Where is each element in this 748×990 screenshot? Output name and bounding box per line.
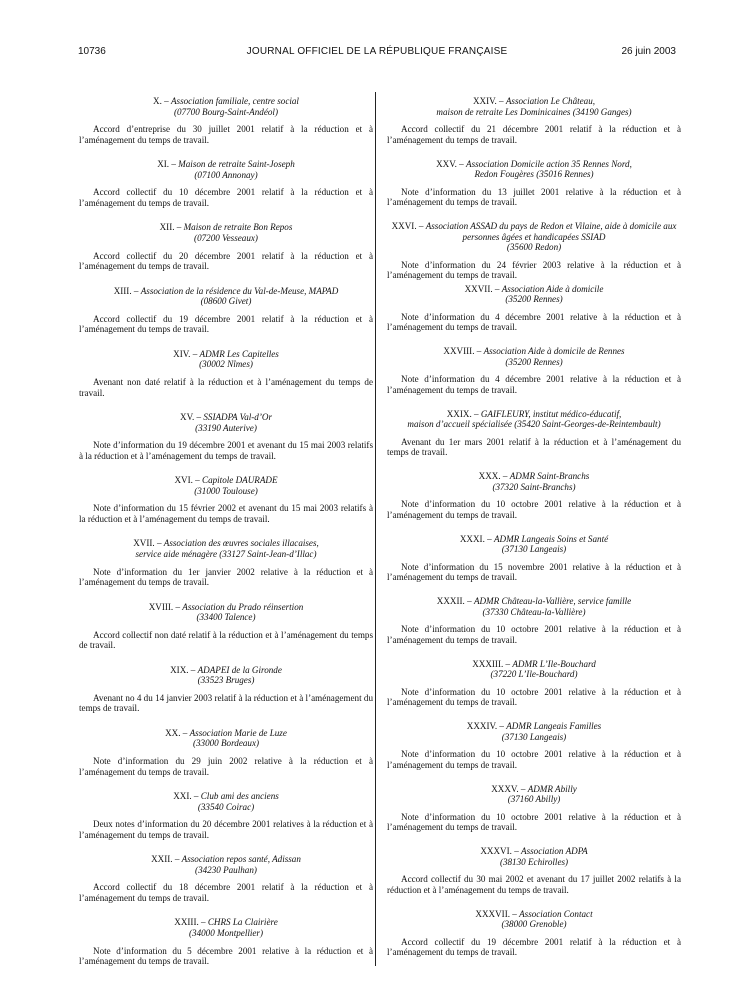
entry-heading: [387, 346, 681, 367]
entry-organization: Association Marie de Luze: [189, 727, 287, 738]
entry-text: Note d’information du 5 décembre 2001 relative à la réduction et à l’aménagement du temps de travail.: [79, 945, 373, 967]
entry-text: Note d’information du 10 octobre 2001 relative à la réduction et à l’aménagement du temps de travail.: [387, 686, 681, 708]
entry-organization: ADMR Saint-Branchs: [509, 471, 590, 481]
entry-text: Accord collectif non daté relatif à la réduction et à l’aménagement du temps de travail.: [79, 629, 373, 651]
entry-text: Note d’information du 24 février 2003 relative à la réduction et à l’aménagement du temps de travail.: [387, 259, 681, 281]
entry-location: (30002 Nîmes): [199, 359, 253, 370]
entry-text: Note d’information du 19 décembre 2001 et avenant du 15 mai 2003 relatifs à la réduction et à l’aménagement du temps de travail.: [79, 440, 373, 461]
entry-number: XXXII. –: [436, 596, 474, 606]
entry: [79, 602, 373, 665]
entry: [387, 909, 681, 972]
entry-organization: ADMR Abilly: [527, 783, 577, 794]
entry-text: Accord collectif du 19 décembre 2001 relatif à la réduction et à l’aménagement du temps de travail.: [79, 313, 373, 335]
entry: [387, 534, 681, 597]
entry-text: Avenant no 4 du 14 janvier 2003 relatif à la réduction et à l’aménagement du temps de travail.: [79, 692, 373, 714]
entry-text: Accord collectif du 18 décembre 2001 relatif à la réduction et à l’aménagement du temps de travail.: [79, 882, 373, 904]
entry-organization: ADMR Langeais Soins et Santé: [493, 533, 609, 544]
entry-organization: ADMR Les Capitelles: [199, 348, 279, 359]
entry-number: XXXV. –: [491, 783, 528, 794]
entry-heading: [387, 96, 681, 117]
entry-organization: Association du Prado réinsertion: [182, 601, 304, 612]
entry-heading: [387, 909, 681, 930]
entry-location: (37130 Langeais): [501, 731, 567, 742]
entry-number: XIV. –: [173, 348, 200, 359]
right-column: [387, 96, 681, 971]
entry-number: XVIII. –: [148, 601, 183, 612]
entry-heading: [387, 721, 681, 742]
entry-organization: Association Aide à domicile de Rennes: [483, 346, 625, 356]
entry: [79, 665, 373, 728]
entry-organization: CHRS La Clairière: [207, 917, 278, 928]
entry-location: (07200 Vesseaux): [194, 232, 258, 243]
entry-number: XIII. –: [113, 285, 141, 296]
entry-organization: Association ASSAD du pays de Redon et Vilaine, aide à domicile aux personnes âgées et handicapées SSIAD: [425, 221, 677, 242]
entry: [387, 846, 681, 909]
entry-text: Note d’information du 13 juillet 2001 relative à la réduction et à l’aménagement du temps de travail.: [387, 186, 681, 208]
entry-heading: [79, 475, 373, 496]
entry-text: Note d’information du 10 octobre 2001 relative à la réduction et à l’aménagement du temps de travail.: [387, 499, 681, 520]
entry-text: Accord collectif du 20 décembre 2001 relatif à la réduction et à l’aménagement du temps de travail.: [79, 250, 373, 272]
entry-location: service aide ménagère (33127 Saint-Jean-d’Illac): [135, 548, 317, 559]
entry-text: Note d’information du 15 novembre 2001 relative à la réduction et à l’aménagement du temps de travail.: [387, 561, 681, 583]
entry-heading: [387, 409, 681, 430]
entry-location: (33540 Coirac): [197, 801, 255, 812]
entry: [79, 728, 373, 791]
entry-number: XII. –: [159, 222, 184, 233]
entry-number: XVI. –: [174, 475, 202, 486]
entry-location: (37160 Abilly): [507, 794, 561, 805]
entry-organization: Association des œuvres sociales illacaises,: [163, 538, 319, 549]
entry-organization: Maison de retraite Saint-Joseph: [178, 159, 295, 170]
entry-organization: ADMR Langeais Familles: [506, 721, 602, 731]
entry: [387, 471, 681, 534]
journal-title: JOURNAL OFFICIEL DE LA RÉPUBLIQUE FRANÇAISE: [246, 46, 508, 57]
entry: [387, 96, 681, 159]
entry-location: maison d’accueil spécialisée (35420 Saint-Georges-de-Reintembault): [407, 419, 661, 430]
entry: [79, 475, 373, 538]
entry-text: Note d’information du 10 octobre 2001 relative à la réduction et à l’aménagement du temps de travail.: [387, 749, 681, 770]
entry-text: Note d’information du 10 octobre 2001 relative à la réduction et à l’aménagement du temps de travail.: [387, 811, 681, 833]
entry-organization: Association ADPA: [521, 846, 588, 856]
entry: [79, 791, 373, 854]
entry: [387, 221, 681, 284]
entry-location: (07700 Bourg-Saint-Andéol): [174, 106, 278, 117]
entry-location: (33400 Talence): [196, 612, 256, 623]
entry-organization: Club ami des anciens: [200, 791, 279, 802]
entry-organization: Association familiale, centre social: [170, 96, 299, 106]
entry-number: XIX. –: [170, 664, 198, 675]
entry-number: XXVII. –: [464, 283, 502, 294]
entry-location: (35200 Rennes): [505, 294, 563, 305]
entry-text: Avenant non daté relatif à la réduction et à l’aménagement du temps de travail.: [79, 376, 373, 398]
entry-heading: [79, 222, 373, 243]
entry-text: Accord collectif du 30 mai 2002 et avenant du 17 juillet 2002 relatifs à la réduction et à l’aménagement du temps de travail.: [387, 874, 681, 895]
entry-number: XXXI. –: [459, 533, 494, 544]
entry-location: (08600 Givet): [200, 296, 252, 307]
entry: [79, 96, 373, 159]
entry-number: XVII. –: [133, 538, 164, 549]
entry-organization: Association repos santé, Adissan: [181, 854, 301, 865]
entry-number: XXII. –: [151, 854, 182, 865]
entry-number: XXXIV. –: [466, 721, 507, 731]
entry-heading: [79, 791, 373, 812]
entry-heading: [387, 284, 681, 305]
entry: [387, 409, 681, 472]
entry-location: (37330 Château-la-Vallière): [482, 606, 586, 617]
entry-location: (37220 L’Ile-Bouchard): [490, 669, 578, 680]
column-divider: [375, 92, 376, 966]
entry-heading: [79, 96, 373, 117]
entry: [79, 286, 373, 349]
entry: [79, 854, 373, 917]
entry-location: (34000 Montpellier): [189, 928, 263, 939]
left-column: [79, 96, 373, 981]
entry: [387, 659, 681, 722]
entry-number: XXX. –: [478, 471, 510, 481]
entry-location: (33190 Auterive): [195, 422, 257, 433]
entry-heading: [79, 349, 373, 370]
entry-text: Note d’information du 4 décembre 2001 relative à la réduction et à l’aménagement du temps de travail.: [387, 311, 681, 333]
entry-heading: [387, 846, 681, 867]
entry: [79, 349, 373, 412]
entry-location: (37320 Saint-Branchs): [492, 481, 576, 492]
entry-location: (35600 Redon): [506, 242, 562, 253]
entry-text: Accord collectif du 10 décembre 2001 relatif à la réduction et à l’aménagement du temps de travail.: [79, 187, 373, 208]
entry: [79, 222, 373, 285]
page-header: [78, 46, 676, 62]
entry-organization: ADAPEI de la Gironde: [197, 664, 282, 675]
entry-number: XXI. –: [173, 791, 201, 802]
entry-organization: Association Le Château,: [505, 96, 596, 106]
entry-organization: Association Domicile action 35 Rennes Nord,: [466, 158, 632, 169]
entry: [79, 159, 373, 222]
entry-heading: [79, 286, 373, 307]
entry-number: XXIV. –: [472, 96, 506, 106]
entry-location: (07100 Annonay): [194, 169, 258, 180]
entry: [387, 784, 681, 847]
entry-number: XXVIII. –: [443, 346, 484, 356]
entry-number: XXVI. –: [391, 221, 426, 231]
entry-heading: [387, 534, 681, 555]
issue-date: 26 juin 2003: [621, 46, 676, 57]
entry-heading: [387, 596, 681, 617]
entry-text: Note d’information du 1er janvier 2002 relative à la réduction et à l’aménagement du temps de travail.: [79, 566, 373, 588]
entry: [387, 596, 681, 659]
entry-organization: GAIFLEURY, institut médico-éducatif,: [480, 408, 622, 419]
entry: [79, 538, 373, 601]
entry-heading: [79, 602, 373, 623]
entry-heading: [387, 471, 681, 492]
entry-organization: Capitole DAURADE: [202, 475, 278, 486]
entry-location: (37130 Langeais): [501, 544, 567, 555]
entry-text: Accord collectif du 19 décembre 2001 relatif à la réduction et à l’aménagement du temps de travail.: [387, 936, 681, 958]
entry-location: (31000 Toulouse): [194, 485, 258, 496]
entry-text: Accord collectif du 21 décembre 2001 relatif à la réduction et à l’aménagement du temps de travail.: [387, 124, 681, 145]
entry-text: Note d’information du 4 décembre 2001 relative à la réduction et à l’aménagement du temps de travail.: [387, 374, 681, 395]
entry-heading: [79, 665, 373, 686]
entry-organization: Association Aide à domicile: [501, 283, 604, 294]
entry-location: (33000 Bordeaux): [192, 738, 260, 749]
entry: [387, 284, 681, 347]
entry-heading: [387, 659, 681, 680]
entry-number: XX. –: [165, 727, 190, 738]
entry-location: maison de retraite Les Dominicaines (34190 Ganges): [436, 106, 632, 117]
entry-heading: [387, 221, 681, 253]
entry: [79, 917, 373, 980]
entry-heading: [79, 159, 373, 180]
entry-number: XXXVI. –: [480, 846, 522, 856]
entry: [79, 412, 373, 475]
entry-heading: [387, 784, 681, 805]
entry: [387, 346, 681, 409]
entry-location: (38130 Echirolles): [499, 856, 569, 867]
entry-heading: [79, 412, 373, 433]
entry-heading: [79, 917, 373, 938]
entry-text: Avenant du 1er mars 2001 relatif à la réduction et à l’aménagement du temps de travail.: [387, 436, 681, 458]
entry-number: X. –: [153, 96, 171, 106]
entry-organization: ADMR L’Ile-Bouchard: [512, 658, 596, 669]
entry-heading: [387, 159, 681, 180]
page-number: 10736: [78, 46, 106, 57]
entry-organization: SSIADPA Val-d’Or: [203, 411, 272, 422]
entry-number: XXXVII. –: [475, 908, 520, 919]
entry-text: Note d’information du 15 février 2002 et avenant du 15 mai 2003 relatifs à la réduction et à l’aménagement du temps de travail.: [79, 503, 373, 524]
entry-location: (34230 Paulhan): [195, 864, 257, 875]
entry-location: (38000 Grenoble): [501, 919, 567, 930]
entry-number: XXXIII. –: [472, 658, 513, 669]
entry-heading: [79, 854, 373, 875]
entry-organization: Maison de retraite Bon Repos: [183, 222, 293, 233]
entry-number: XXIII. –: [174, 917, 208, 928]
entry-text: Note d’information du 10 octobre 2001 relative à la réduction et à l’aménagement du temps de travail.: [387, 624, 681, 645]
entry: [387, 721, 681, 784]
entry-location: Redon Fougères (35016 Rennes): [474, 169, 594, 180]
entry-text: Deux notes d’information du 20 décembre 2001 relatives à la réduction et à l’aménagement du temps de travail.: [79, 819, 373, 840]
entry-location: (33523 Bruges): [197, 675, 255, 686]
entry-organization: ADMR Château-la-Vallière, service famille: [473, 596, 632, 606]
entry-number: XXV. –: [436, 158, 467, 169]
entry-heading: [79, 728, 373, 749]
entry-number: XV. –: [180, 411, 204, 422]
entry-text: Accord d’entreprise du 30 juillet 2001 relatif à la réduction et à l’aménagement du temps de travail.: [79, 124, 373, 145]
entry-organization: Association Contact: [519, 908, 593, 919]
entry-number: XXIX. –: [446, 408, 481, 419]
entry-organization: Association de la résidence du Val-de-Meuse, MAPAD: [140, 285, 339, 296]
entry-location: (35200 Rennes): [505, 356, 563, 367]
entry-heading: [79, 538, 373, 559]
entry-number: XI. –: [157, 159, 179, 170]
entry: [387, 159, 681, 222]
entry-text: Note d’information du 29 juin 2002 relative à la réduction et à l’aménagement du temps de travail.: [79, 756, 373, 777]
